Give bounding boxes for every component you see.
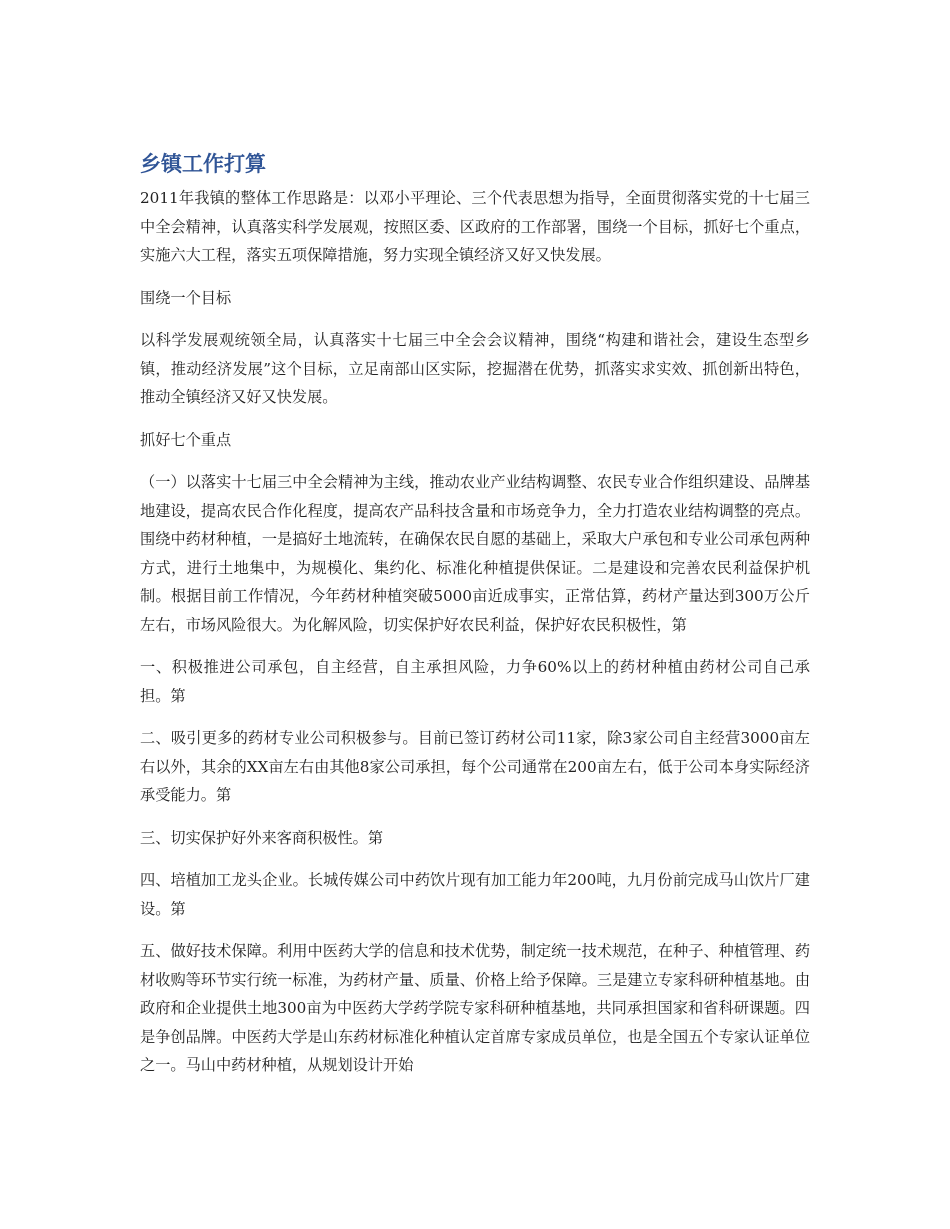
heading-seven-priorities: 抓好七个重点 <box>140 430 232 449</box>
paragraph-item-two: 二、吸引更多的药材专业公司积极参与。目前已签订药材公司11家，除3家公司自主经营3000亩左右以外，其余的XX亩左右由其他8家公司承担，每个公司通常在200亩左右，低于公司本身实际经济承受能力。第 <box>140 729 810 804</box>
paragraph-goal: 以科学发展观统领全局，认真落实十七届三中全会会议精神，围绕“构建和谐社会，建设生态型乡镇，推动经济发展”这个目标，立足南部山区实际，挖掘潜在优势，抓落实求实效、抓创新出特色，推动全镇经济又好又快发展。 <box>140 331 810 406</box>
paragraph-overall-idea: 2011年我镇的整体工作思路是：以邓小平理论、三个代表思想为指导，全面贯彻落实党的十七届三中全会精神，认真落实科学发展观，按照区委、区政府的工作部署，围绕一个目标，抓好七个重点，实施六大工程，落实五项保障措施，努力实现全镇经济又好又快发展。 <box>140 189 810 264</box>
paragraph-item-one: 一、积极推进公司承包，自主经营，自主承担风险，力争60%以上的药材种植由药材公司自己承担。第 <box>140 658 810 705</box>
paragraph-item-four: 四、培植加工龙头企业。长城传媒公司中药饮片现有加工能力年200吨，九月份前完成马山饮片厂建设。第 <box>140 871 810 918</box>
heading-one-goal: 围绕一个目标 <box>140 288 232 307</box>
document-page <box>140 148 810 1094</box>
paragraph-item-three: 三、切实保护好外来客商积极性。第 <box>140 828 383 847</box>
paragraph-priority-one: （一）以落实十七届三中全会精神为主线，推动农业产业结构调整、农民专业合作组织建设、品牌基地建设，提高农民合作化程度，提高农产品科技含量和市场竞争力，全力打造农业结构调整的亮点。围绕中药材种植，一是搞好土地流转，在确保农民自愿的基础上，采取大户承包和专业公司承包两种方式，进行土地集中，为规模化、集约化、标准化种植提供保证。二是建设和完善农民利益保护机制。根据目前工作情况，今年药材种植突破5000亩近成事实，正常估算，药材产量达到300万公斤左右，市场风险很大。为化解风险，切实保护好农民利益，保护好农民积极性，第 <box>140 473 810 634</box>
document-title: 乡镇工作打算 <box>140 152 266 176</box>
paragraph-item-five: 五、做好技术保障。利用中医药大学的信息和技术优势，制定统一技术规范，在种子、种植管理、药材收购等环节实行统一标准，为药材产量、质量、价格上给予保障。三是建立专家科研种植基地。由政府和企业提供土地300亩为中医药大学药学院专家科研种植基地，共同承担国家和省科研课题。四是争创品牌。中医药大学是山东药材标准化种植认定首席专家成员单位，也是全国五个专家认证单位之一。马山中药材种植，从规划设计开始 <box>140 942 810 1074</box>
